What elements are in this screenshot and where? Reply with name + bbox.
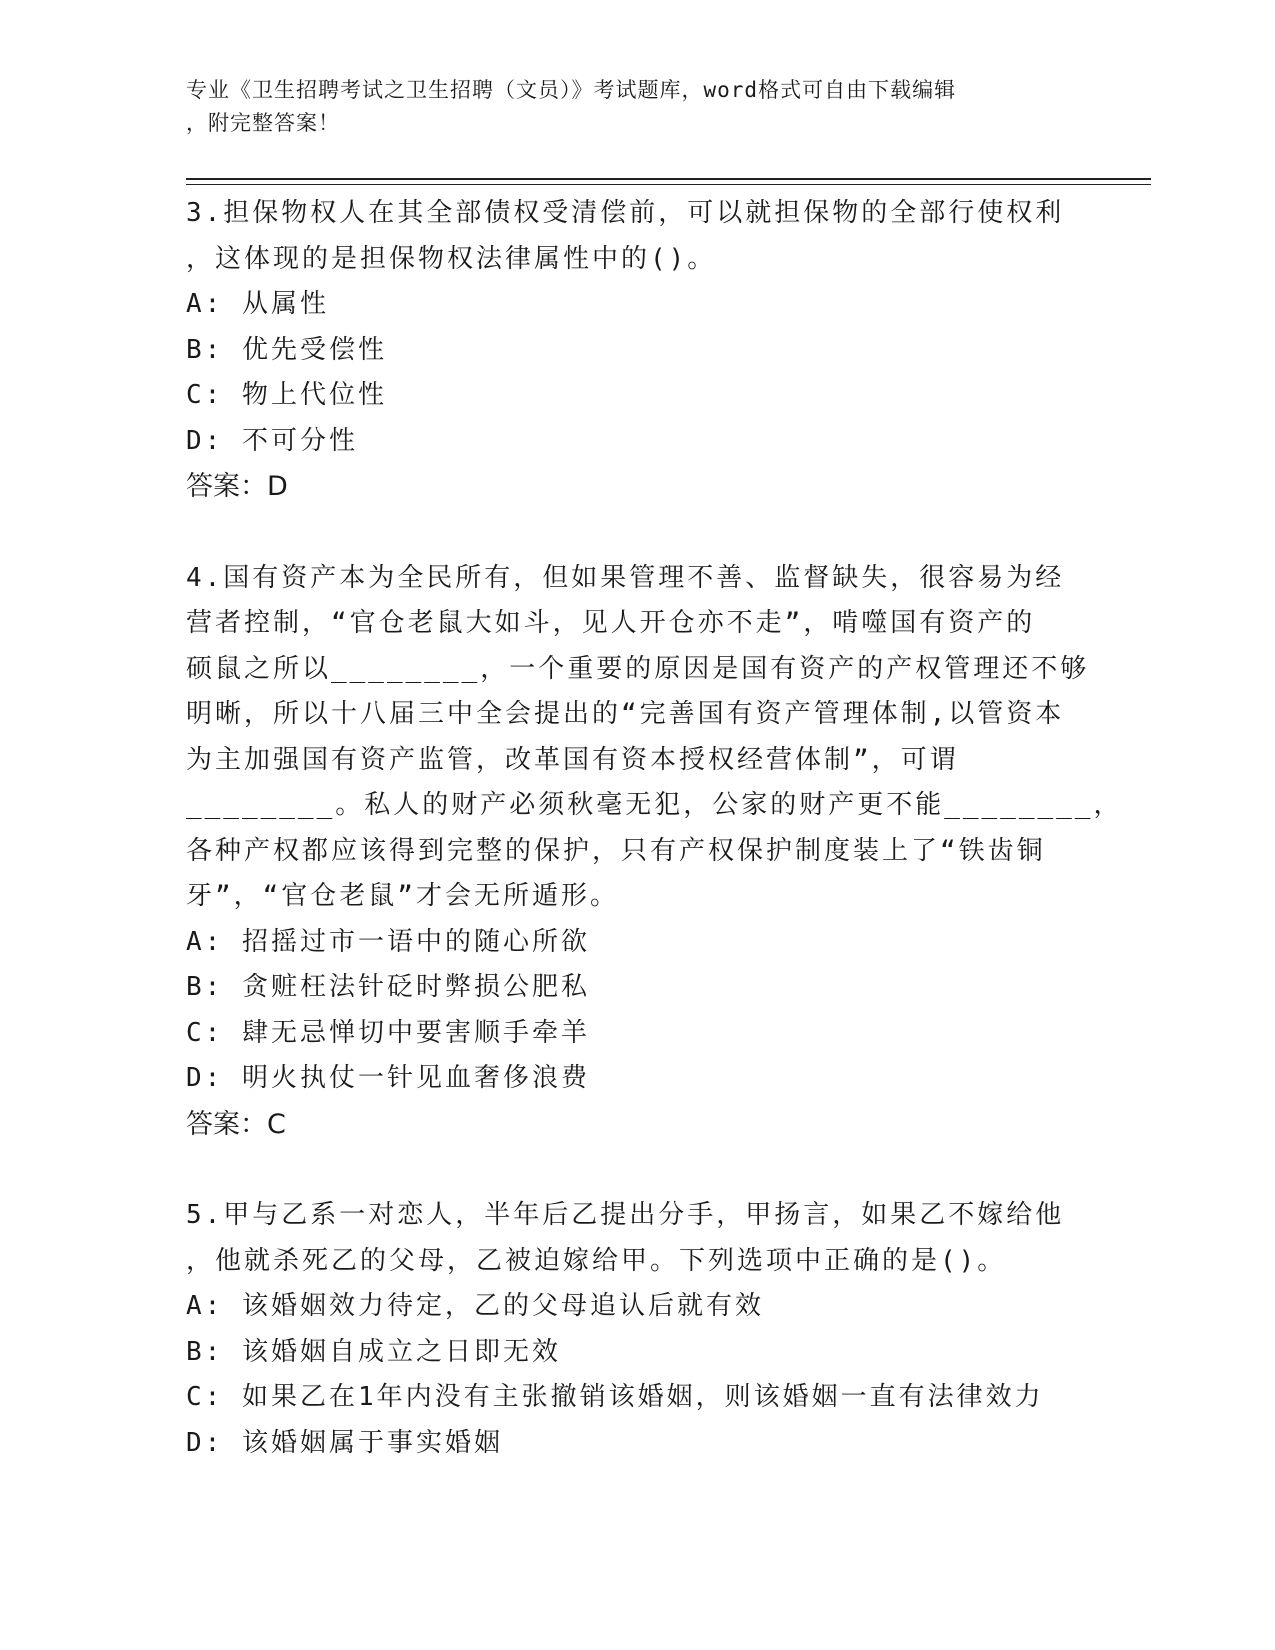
document-header [186, 74, 1066, 140]
option-b: B: 优先受偿性 [186, 334, 387, 365]
option-d: D: 明火执仗一针见血奢侈浪费 [186, 1063, 590, 1093]
stem-line: 5.甲与乙系一对恋人，半年后乙提出分手，甲扬言，如果乙不嫁给他 [186, 1200, 1065, 1230]
option-a: A: 从属性 [186, 289, 329, 319]
option-b: B: 贪赃枉法针砭时弊损公肥私 [186, 972, 590, 1002]
question-stem [186, 556, 1123, 920]
option-a: A: 招摇过市一语中的随心所欲 [186, 926, 590, 957]
question-spacer [186, 1147, 1086, 1193]
option-a: A: 该婚姻效力待定，乙的父母追认后就有效 [186, 1291, 764, 1321]
header-divider-thin [186, 184, 1151, 185]
question-stem [186, 1193, 1086, 1284]
stem-line: ，他就杀死乙的父母，乙被迫嫁给甲。下列选项中正确的是()。 [186, 1245, 1007, 1276]
header-line: ，附完整答案！ [186, 111, 340, 135]
question-5 [186, 1193, 1086, 1466]
option-c: C: 如果乙在1年内没有主张撤销该婚姻，则该婚姻一直有法律效力 [186, 1382, 1044, 1412]
option-c: C: 肆无忌惮切中要害顺手牵羊 [186, 1017, 590, 1048]
stem-line: 3.担保物权人在其全部债权受清偿前，可以就担保物的全部行使权利 [186, 198, 1065, 228]
answer-line: 答案：D [186, 471, 288, 502]
stem-line: 牙”，“官仓老鼠”才会无所遁形。 [186, 881, 619, 911]
option-d: D: 不可分性 [186, 425, 358, 456]
question-spacer [186, 510, 1086, 556]
stem-line: ________。私人的财产必须秋毫无犯，公家的财产更不能________， [186, 790, 1123, 820]
stem-line: 营者控制，“官仓老鼠大如斗，见人开仓亦不走”，啃噬国有资产的 [186, 608, 1036, 638]
stem-line: 各种产权都应该得到完整的保护，只有产权保护制度装上了“铁齿铜 [186, 835, 1046, 866]
option-c: C: 物上代位性 [186, 380, 387, 410]
header-line: 专业《卫生招聘考试之卫生招聘（文员）》考试题库，word格式可自由下载编辑 [186, 78, 957, 102]
stem-line: 明晰，所以十八届三中全会提出的“完善国有资产管理体制,以管资本 [186, 699, 1065, 729]
question-stem [186, 191, 1086, 282]
stem-line: ，这体现的是担保物权法律属性中的()。 [186, 243, 717, 274]
question-list [186, 191, 1123, 1466]
header-divider [186, 178, 1151, 180]
option-b: B: 该婚姻自成立之日即无效 [186, 1336, 561, 1367]
option-d: D: 该婚姻属于事实婚姻 [186, 1427, 503, 1458]
answer-line: 答案：C [186, 1108, 286, 1140]
stem-line: 为主加强国有资产监管，改革国有资本授权经营体制”，可谓 [186, 744, 959, 775]
question-3 [186, 191, 1086, 510]
stem-line: 4.国有资产本为全民所有，但如果管理不善、监督缺失，很容易为经 [186, 562, 1065, 593]
question-4 [186, 556, 1123, 1148]
stem-line: 硕鼠之所以________，一个重要的原因是国有资产的产权管理还不够 [186, 653, 1090, 684]
